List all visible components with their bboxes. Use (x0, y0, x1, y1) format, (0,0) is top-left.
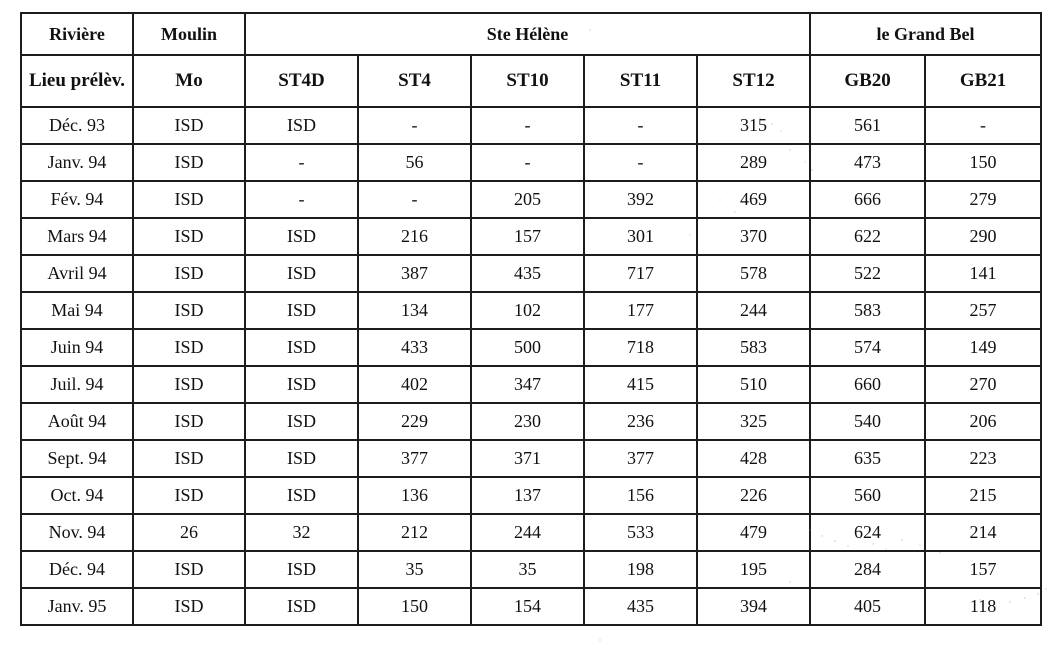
value-cell: 205 (471, 181, 584, 218)
value-cell: ISD (245, 440, 358, 477)
value-cell: 134 (358, 292, 471, 329)
value-cell: 102 (471, 292, 584, 329)
value-cell: 435 (471, 255, 584, 292)
value-cell: 347 (471, 366, 584, 403)
value-cell: 387 (358, 255, 471, 292)
value-cell: 32 (245, 514, 358, 551)
value-cell: 428 (697, 440, 810, 477)
value-cell: 377 (358, 440, 471, 477)
value-cell: ISD (133, 366, 245, 403)
value-cell: 522 (810, 255, 925, 292)
table-row (21, 144, 1041, 181)
value-cell: 660 (810, 366, 925, 403)
value-cell: 214 (925, 514, 1041, 551)
header-riviere: Rivière (21, 13, 133, 55)
value-cell: - (925, 107, 1041, 144)
value-cell: 371 (471, 440, 584, 477)
header-grand-bel: le Grand Bel (810, 13, 1041, 55)
table-row (21, 514, 1041, 551)
header-station: Mo (133, 55, 245, 107)
value-cell: ISD (133, 255, 245, 292)
value-cell: ISD (133, 144, 245, 181)
value-cell: 583 (810, 292, 925, 329)
row-date-cell: Fév. 94 (21, 181, 133, 218)
value-cell: 212 (358, 514, 471, 551)
value-cell: 301 (584, 218, 697, 255)
value-cell: - (584, 144, 697, 181)
value-cell: 377 (584, 440, 697, 477)
value-cell: 56 (358, 144, 471, 181)
value-cell: 289 (697, 144, 810, 181)
value-cell: ISD (245, 107, 358, 144)
table-row (21, 292, 1041, 329)
value-cell: 479 (697, 514, 810, 551)
value-cell: ISD (133, 588, 245, 625)
value-cell: ISD (133, 551, 245, 588)
value-cell: ISD (245, 255, 358, 292)
value-cell: 226 (697, 477, 810, 514)
row-date-cell: Nov. 94 (21, 514, 133, 551)
value-cell: 244 (697, 292, 810, 329)
table-row (21, 181, 1041, 218)
value-cell: 244 (471, 514, 584, 551)
value-cell: 473 (810, 144, 925, 181)
row-date-cell: Avril 94 (21, 255, 133, 292)
header-station: ST4D (245, 55, 358, 107)
table-row (21, 218, 1041, 255)
value-cell: 141 (925, 255, 1041, 292)
value-cell: 500 (471, 329, 584, 366)
value-cell: 415 (584, 366, 697, 403)
value-cell: ISD (133, 181, 245, 218)
value-cell: 540 (810, 403, 925, 440)
value-cell: 469 (697, 181, 810, 218)
value-cell: - (245, 181, 358, 218)
value-cell: 206 (925, 403, 1041, 440)
value-cell: 583 (697, 329, 810, 366)
value-cell: 257 (925, 292, 1041, 329)
header-station: ST11 (584, 55, 697, 107)
table-row (21, 107, 1041, 144)
value-cell: ISD (133, 107, 245, 144)
value-cell: 136 (358, 477, 471, 514)
value-cell: - (471, 144, 584, 181)
value-cell: 666 (810, 181, 925, 218)
value-cell: ISD (133, 329, 245, 366)
value-cell: 154 (471, 588, 584, 625)
value-cell: 635 (810, 440, 925, 477)
value-cell: 405 (810, 588, 925, 625)
value-cell: 150 (358, 588, 471, 625)
value-cell: 717 (584, 255, 697, 292)
value-cell: ISD (133, 218, 245, 255)
table-row (21, 403, 1041, 440)
value-cell: 150 (925, 144, 1041, 181)
value-cell: 370 (697, 218, 810, 255)
header-station: ST4 (358, 55, 471, 107)
value-cell: 157 (471, 218, 584, 255)
value-cell: 622 (810, 218, 925, 255)
value-cell: 279 (925, 181, 1041, 218)
row-date-cell: Juin 94 (21, 329, 133, 366)
row-date-cell: Sept. 94 (21, 440, 133, 477)
value-cell: ISD (133, 440, 245, 477)
value-cell: 435 (584, 588, 697, 625)
row-date-cell: Juil. 94 (21, 366, 133, 403)
table-row (21, 255, 1041, 292)
value-cell: 270 (925, 366, 1041, 403)
table-row (21, 440, 1041, 477)
value-cell: ISD (245, 403, 358, 440)
value-cell: 137 (471, 477, 584, 514)
table-row (21, 551, 1041, 588)
value-cell: ISD (133, 403, 245, 440)
value-cell: 149 (925, 329, 1041, 366)
value-cell: 35 (471, 551, 584, 588)
value-cell: - (358, 181, 471, 218)
value-cell: 533 (584, 514, 697, 551)
row-date-cell: Janv. 95 (21, 588, 133, 625)
value-cell: ISD (245, 551, 358, 588)
table-row (21, 477, 1041, 514)
value-cell: 402 (358, 366, 471, 403)
value-cell: 433 (358, 329, 471, 366)
value-cell: 198 (584, 551, 697, 588)
value-cell: - (584, 107, 697, 144)
value-cell: 157 (925, 551, 1041, 588)
value-cell: 195 (697, 551, 810, 588)
value-cell: 223 (925, 440, 1041, 477)
header-lieu-prelev: Lieu prélèv. (21, 55, 133, 107)
value-cell: 216 (358, 218, 471, 255)
value-cell: 177 (584, 292, 697, 329)
value-cell: 35 (358, 551, 471, 588)
value-cell: 156 (584, 477, 697, 514)
value-cell: 561 (810, 107, 925, 144)
table-row (21, 329, 1041, 366)
value-cell: 560 (810, 477, 925, 514)
value-cell: 325 (697, 403, 810, 440)
row-date-cell: Août 94 (21, 403, 133, 440)
table-body (21, 107, 1041, 625)
value-cell: 290 (925, 218, 1041, 255)
value-cell: ISD (245, 292, 358, 329)
header-station: ST12 (697, 55, 810, 107)
value-cell: - (471, 107, 584, 144)
value-cell: ISD (245, 366, 358, 403)
value-cell: 578 (697, 255, 810, 292)
value-cell: ISD (245, 329, 358, 366)
header-row-stations (21, 55, 1041, 107)
value-cell: ISD (133, 477, 245, 514)
value-cell: - (245, 144, 358, 181)
value-cell: 624 (810, 514, 925, 551)
row-date-cell: Janv. 94 (21, 144, 133, 181)
value-cell: ISD (133, 292, 245, 329)
header-station: GB21 (925, 55, 1041, 107)
header-station: GB20 (810, 55, 925, 107)
value-cell: ISD (245, 477, 358, 514)
header-station: ST10 (471, 55, 584, 107)
value-cell: 118 (925, 588, 1041, 625)
scanned-table-page (20, 12, 1040, 626)
row-date-cell: Mars 94 (21, 218, 133, 255)
header-row-rivers (21, 13, 1041, 55)
value-cell: ISD (245, 588, 358, 625)
value-cell: 284 (810, 551, 925, 588)
row-date-cell: Déc. 93 (21, 107, 133, 144)
table-row (21, 366, 1041, 403)
header-ste-helene: Ste Hélène (245, 13, 810, 55)
value-cell: 215 (925, 477, 1041, 514)
value-cell: ISD (245, 218, 358, 255)
row-date-cell: Déc. 94 (21, 551, 133, 588)
row-date-cell: Oct. 94 (21, 477, 133, 514)
value-cell: 574 (810, 329, 925, 366)
value-cell: 510 (697, 366, 810, 403)
header-moulin: Moulin (133, 13, 245, 55)
value-cell: 718 (584, 329, 697, 366)
value-cell: - (358, 107, 471, 144)
value-cell: 229 (358, 403, 471, 440)
table-row (21, 588, 1041, 625)
row-date-cell: Mai 94 (21, 292, 133, 329)
value-cell: 394 (697, 588, 810, 625)
value-cell: 315 (697, 107, 810, 144)
value-cell: 392 (584, 181, 697, 218)
value-cell: 230 (471, 403, 584, 440)
value-cell: 26 (133, 514, 245, 551)
measurement-table (20, 12, 1042, 626)
value-cell: 236 (584, 403, 697, 440)
